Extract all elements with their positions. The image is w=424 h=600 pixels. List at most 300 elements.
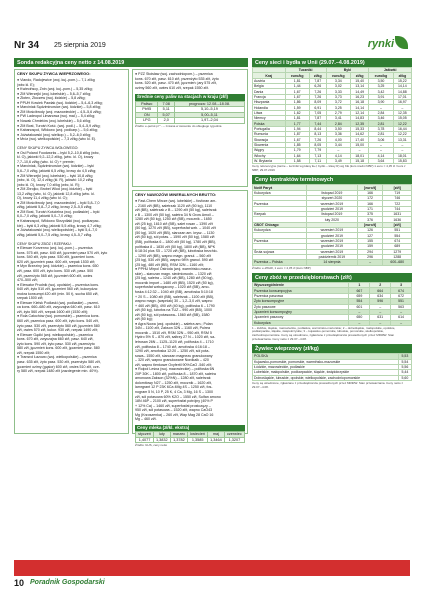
table-cell: 126: [357, 228, 383, 233]
table-cell: 650: [349, 315, 370, 320]
table-cell: 659: [349, 293, 370, 298]
table-cell: 719: [383, 190, 412, 195]
livestock-note: Ceny są uśrednione, zgłaszane z przedsiębiorstw prowadzonych przez MRiRW. Stan przetwarzania. Ceny netto z 29.07.–4.08.: [252, 380, 404, 389]
table-cell: –: [349, 309, 370, 314]
left-column: [14, 58, 248, 448]
table-cell: 1279: [383, 249, 412, 254]
table-row: [253, 320, 412, 325]
page-header: [14, 40, 410, 54]
table-cell: 127: [357, 233, 383, 238]
box2b-title: CENY NAWOZÓW MINERALNYCH BRUTTO:: [135, 192, 217, 197]
table-cell: 17,01: [393, 94, 411, 99]
table-cell: Wyszczególnienie: [253, 283, 349, 288]
table-cell: 166: [357, 190, 383, 195]
fuel-table-title: Średnie ceny paliw na stacjach w kraju (zł/l): [135, 94, 245, 101]
table-cell: 14,88: [393, 89, 411, 94]
table-row: [253, 260, 412, 265]
text-line: (BB), polifoska 6 – 1800 zł/t (50 kg), 1780 zł/t (BB),: [135, 239, 216, 244]
table-cell: 551: [383, 228, 412, 233]
text-line: 1290 zł/t, amofoska 12:20 – 1250 zł/t, sól pota-: [135, 349, 210, 354]
table-cell: 4,00: [326, 137, 350, 142]
text-line: 660 zł/t, pszenica pasz. 600 zł/t, żyto kons. 540 zł/t,: [17, 319, 99, 324]
table-cell: 1,94: [285, 126, 309, 131]
table-cell: 18,01: [351, 153, 369, 158]
table-cell: 1,86: [285, 100, 309, 105]
table-cell: Austria: [253, 78, 286, 83]
table-cell: CBOT Chicago: [253, 222, 307, 227]
table-cell: 1,81: [285, 116, 309, 121]
text-line: CENY SKUPU ŻYWCA WOŁOWEGO:: [17, 146, 79, 151]
table-cell: Pszenica konsumpcyjna: [253, 288, 349, 293]
table-cell: [euro/t]: [357, 185, 383, 190]
text-line: ● ZM Zbrojko, Brobel Wlod (woj. łódzkie) – byki: [17, 187, 93, 192]
table-cell: 1,64: [285, 153, 309, 158]
text-line: ● PW Ladeopol Limanowa (woj. mał.) – 5,4 zł/kg;: [17, 114, 96, 119]
text-line: (wbc kl. O), krowy 7,0 zł/kg (wbc, kl. R);: [17, 182, 80, 187]
text-line: 7,7–10,6 zł/kg (wbc. kl. O) + premie;: [17, 159, 75, 164]
table-cell: 296: [357, 254, 383, 259]
table-cell: 2,79: [326, 110, 350, 115]
milk-value: 1,3832: [154, 437, 171, 443]
fuel-header: prognoza: 12.08.–18.08.: [174, 101, 244, 107]
table-cell: 13,14: [351, 84, 369, 89]
text-line: Mg (Krzoszenka) – 260 zł/t, Wap Mag 28 CaO 16: [135, 412, 214, 417]
table-cell: 172: [357, 196, 383, 201]
table-cell: 8,09: [309, 100, 326, 105]
text-line: ca kons. 660–680 zł/t, zwyczajna 640 zł/t, pasz. 610: [17, 305, 100, 310]
text-line: Mg – 460 zł/t.: [135, 417, 157, 422]
table-cell: Belgia: [253, 84, 286, 89]
table-cell: –: [326, 148, 350, 153]
table-cell: Dolnośląskie, lubuskie, opolskie, wielkopolskie, zachodniopomorskie: [253, 375, 399, 380]
table-cell: 12,22: [393, 132, 411, 137]
text-line: ● Osi Poland Foodworks – byki 5,2–10,8 zł/kg (wbc,: [17, 150, 100, 155]
table-cell: Kukurydza: [253, 190, 307, 195]
table-cell: 15,33: [351, 126, 369, 131]
text-line: zł/t (50 kg), lubofos na TUZ – 990 zł/t (BB), 1000: [135, 308, 213, 313]
rynki-logo: rynki: [367, 38, 394, 50]
right-column: [252, 58, 412, 389]
table-cell: 672: [391, 293, 412, 298]
text-line: Hydro 5% S – 870 zł/t, saltrzy 27 N – 1020 zł/t, sa-: [135, 335, 216, 340]
fuel-header: 7.08: [158, 101, 174, 107]
milk-header: maj: [208, 432, 225, 438]
table-cell: 674: [391, 288, 412, 293]
text-line: (50 kg), 1020 zł/t (BB), siarczan am. krysz. – 1130: [135, 230, 215, 235]
table-cell: –: [369, 105, 393, 110]
table-cell: 16,97: [393, 100, 411, 105]
table-cell: Hiszpania: [253, 100, 286, 105]
table-cell: euro/kg: [285, 73, 309, 78]
table-cell: 600–680: [383, 260, 412, 265]
milk-value: 1,4077: [136, 437, 154, 443]
text-line: (wbc, kl. O), 12,4 zł/kg (kl. R), jałówki: 10,2 zł/kg: [17, 178, 94, 183]
table-cell: Pszenica paszowa: [253, 293, 349, 298]
text-line: ● ZM Mościbrody (woj. mazowieckie) – byki 5,8–7,0: [17, 200, 100, 205]
text-line: zł/t, rzepak 1550 zł/t;: [17, 350, 50, 355]
table-cell: euro/kg: [326, 73, 350, 78]
table-cell: 551: [391, 299, 412, 304]
table-cell: –: [370, 309, 391, 314]
text-line: wapno magn. (wapniak) 30 – 1,2–3,0 zł/t, wapno: [135, 299, 213, 304]
table-cell: 1636: [383, 217, 412, 222]
table-cell: 5,53: [398, 354, 411, 359]
table-cell: Łódzkie, mazowieckie, podlaskie: [253, 364, 399, 369]
text-line: mocznik – 1510 zł/t, RSM 32N – 950 zł/t, RSM 5: [135, 330, 212, 335]
table-cell: 664: [370, 288, 391, 293]
fuel-cell: 5,10–5,19: [174, 107, 244, 113]
table-cell: 13,31: [393, 137, 411, 142]
table-cell: 8,13: [309, 132, 326, 137]
milk-header: czerwiec: [224, 432, 244, 438]
table-cell: [euro/t]: [357, 222, 383, 227]
table-cell: 15,40: [351, 78, 369, 83]
table-cell: 171: [357, 206, 383, 211]
table-cell: wrzesień 2019: [307, 249, 358, 254]
table-cell: 17,40: [351, 137, 369, 142]
table-cell: Rzepak: [253, 212, 307, 217]
table-cell: Żyto paszowe: [253, 304, 349, 309]
milk-header: kwiecień: [188, 432, 208, 438]
text-line: ● Jóźwiakowski (woj. wielkopolskie) – byki 5,4–7,0: [17, 228, 98, 233]
text-line: 6,0–7,0 zł/kg, jałówki 5,0–7,0 zł/kg;: [17, 214, 73, 219]
text-line: zł/t (50 kg), sól potas. – 1590 zł/t (50 kg), 1580 zł/t: [135, 235, 215, 240]
table-cell: 7,44: [309, 121, 326, 126]
text-line: mocznik import – 1480 zł/t (BB), 1520 zł/t (50 kg),: [135, 280, 214, 285]
text-line: zł/t, żyto 560 zł/t, rzepak 1600 zł/t (1530 zł/t);: [17, 309, 89, 314]
table-cell: 14,83: [351, 116, 369, 121]
table-cell: 3,91: [369, 94, 393, 99]
price-box-2b: [132, 190, 248, 448]
text-line: 620 zł/t, jęczmień pasz. 600 zł/t, rzepak 1530 zł/t;: [17, 259, 96, 264]
milk-value: 1,3585: [188, 437, 208, 443]
text-line: ● Viando, Radojewice (woj. kuj.-pom.) – 7,1 zł/kg: [17, 78, 95, 83]
text-line: (50 kg), 1270 zł/t (BB), superfosfat wzb. – 1040 zł/t: [135, 226, 216, 231]
table-cell: 1: [349, 283, 370, 288]
section-title: Sonda redakcyjna ceny netto z 14.08.2019: [14, 58, 248, 67]
text-line: sowa– 1550 zł/t, siarczan magnezu granulowany: [135, 353, 213, 358]
table-cell: grudzień 2019: [307, 206, 358, 211]
text-line: ● Agra Nowa (woj. opolskie) – saletra am.; Pulan: [135, 321, 213, 326]
table-cell: Kukurydza: [253, 228, 307, 233]
table-cell: 14,14: [351, 105, 369, 110]
table-cell: Rumunia: [253, 132, 286, 137]
ad-banner: [14, 560, 410, 576]
table-cell: 2,84: [369, 110, 393, 115]
table-cell: grudzień 2019: [307, 233, 358, 238]
table-cell: grudzień 2019: [307, 244, 358, 249]
text-line: amonowa Zakson (32%N) – 1280 zł/t, saletrzak: [135, 376, 211, 381]
box2b-lines: [135, 199, 245, 422]
text-line: zł/t, sól potasowa 60% K2O – 1550 zł/t, Sulfan amono: [135, 394, 221, 399]
table-cell: Słowenia: [253, 142, 286, 147]
text-line: zł/kg, jałówki 5,0–7,5 zł/kg, krowy 4,5–5,7 zł/kg.: [17, 232, 93, 237]
table-row: [253, 375, 412, 380]
table-cell: 159: [357, 244, 383, 249]
text-line: CENY SKUPU ZBÓŻ I RZEPAKU:: [17, 241, 72, 246]
fuel-cell: 2,0: [158, 118, 174, 124]
table-cell: luty 2020: [307, 217, 358, 222]
text-line: zł/t, polifoska 8 – 1740 zł/t, amofoska 4:16:18 –: [135, 344, 210, 349]
text-line: ● ZM Mościbrody (woj. mazowieckie) – 4,5–5,6 zł/kg;: [17, 109, 102, 114]
table-cell: 7,79: [309, 148, 326, 153]
text-line: ● Transrol Łazowo (woj. wielkopolskie) – pszenica: [17, 355, 97, 360]
table-cell: W. Brytania: [253, 158, 286, 163]
table-row: [253, 158, 412, 163]
text-line: + 12% Ca) – 1460 zł/t, superfosfat prostozęzy –: [135, 403, 211, 408]
table-cell: zł/kg: [393, 73, 411, 78]
text-line: ● Fast-Chem Mircze (woj. lubelskie) – fosforan am-: [135, 199, 217, 204]
table-cell: 7,26: [309, 89, 326, 94]
table-cell: 12,22: [393, 121, 411, 126]
milk-header: marzec: [170, 432, 188, 438]
text-line: (25 kg), 480 zł/t (BB), RSM 32N – 1160 zł/t;: [135, 262, 204, 267]
table-cell: 375: [357, 212, 383, 217]
text-line: ● Rolpol Leśna (woj. mazowieckie) – polifoska 6N: [135, 367, 215, 372]
issue-date: 25 sierpnia 2019: [54, 42, 106, 49]
text-line: (25 kg), 530 zł/t (BB), wapno 98% granul. 590 zł/t: [135, 258, 214, 263]
table-cell: Litwa: [253, 110, 286, 115]
table-cell: 14,62: [351, 132, 369, 137]
text-line: ● Myn Brzeziny (woj. łódzkie) – pszenica kons. 650: [17, 264, 99, 269]
table-cell: 3,78: [369, 126, 393, 131]
text-line: 950 zł/t, sól potasowa – 1520 zł/t, wapno CaO43: [135, 408, 213, 413]
text-line: – 1290 zł/t (BB), wapno magn. granul. – 560 zł/t: [135, 253, 211, 258]
table-cell: 601: [349, 304, 370, 309]
milk-note: Źródło: GUS, ceny netto: [135, 443, 168, 448]
text-line: ● Rola Całochów (woj. pomorskie) – pszenica kons.: [17, 314, 100, 319]
text-line: ● PPUH Kowiek Pawlak (woj. łódzkie) – 5,4–6,3 zł/kg;: [17, 100, 103, 105]
text-line: kons. 670 zł/t, pasz. 610 zł/t, pszenżyto 535 zł/t, żyto: [135, 76, 219, 81]
table-cell: Kujawsko-pomorskie, pomorskie, warmińsko-mazurskie: [253, 359, 399, 364]
contracts-table: [252, 184, 412, 265]
table-cell: POLSKA: [253, 354, 399, 359]
table-cell: –: [369, 142, 393, 147]
text-line: ● Nowak Chmielów (woj. lubelskie) – 5,6 zł/kg;: [17, 118, 92, 123]
text-line: żyto kons. 590 zł/t, żyto pasz. 530 zł/t, pszenżyto: [17, 341, 95, 346]
table-cell: 596: [370, 299, 391, 304]
text-line: zł/t, pasz. 600 zł/t, żyto kons. 530 zł/t, pasz. 500: [17, 269, 94, 274]
table-cell: 1,87: [285, 132, 309, 137]
table-cell: styczeń 2020: [307, 196, 358, 201]
eu-prices-table: [252, 67, 412, 164]
table-cell: 6,26: [309, 84, 326, 89]
text-line: ● PPHU Mirpol Ostróda (woj. warmińsko-mazur-: [135, 267, 212, 272]
table-cell: 12,14: [351, 110, 369, 115]
table-cell: 5,44: [398, 370, 411, 375]
milk-value: 1,3464: [208, 437, 225, 443]
table-cell: 1,67: [285, 137, 309, 142]
table-cell: Notif Paryż: [253, 185, 307, 190]
text-line: superfosfat wzbogacony – 1020 zł/t (BB), amo-: [135, 285, 210, 290]
fuel-cell: 5,07: [158, 112, 174, 118]
text-line: 34N – 1100 zł/t, Zakson 32N – 1160 zł/t, Pulrea: [135, 326, 210, 331]
brand-logo: Poradnik Gospodarski: [30, 579, 105, 586]
text-line: nogram 5 N, 10 P, 25 K, 4 Ca, 3 Mg, 16 S – 1300: [135, 390, 214, 395]
table-cell: Polska: [253, 121, 286, 126]
table-cell: Słowacja: [253, 137, 286, 142]
table-cell: 1,59: [285, 105, 309, 110]
table-cell: zł/kg: [351, 73, 369, 78]
table-cell: 7,13: [309, 153, 326, 158]
table-cell: Tuczniki: [285, 68, 326, 73]
text-line: ● PZZ Stoisław (woj. zachodniopom.) – pszenica: [135, 72, 213, 76]
fuel-note: Źródło: e-petrol.pl * ‑ – zmiana w stosunku do ubiegłego tygodnia: [135, 123, 222, 128]
text-line: kons. 540 zł/t, żyto pasz. 530 zł/t, jęczmień kons.: [17, 255, 95, 260]
leaf-icon: [395, 36, 408, 49]
text-line: skie) – siarczan magn. siedmiowodn. – 1320 zł/t: [135, 271, 212, 276]
grain-table: [252, 282, 412, 326]
table-cell: 14,14: [393, 84, 411, 89]
table-cell: listopad 2019: [307, 212, 358, 217]
table-cell: Dania: [253, 89, 286, 94]
table-cell: –: [349, 320, 370, 325]
table-cell: 1,81: [285, 78, 309, 83]
table-cell: Kukurydza: [253, 320, 349, 325]
table-cell: 3,72: [326, 100, 350, 105]
table-cell: 2,81: [369, 132, 393, 137]
table-cell: 554: [349, 299, 370, 304]
table-cell: Niemcy: [253, 116, 286, 121]
text-line: ● Kabanospol, Wildowo Skrzydlaki (woj. podkarpac-: [17, 219, 100, 223]
text-line: zł/t, pszenżyto 565 zł/t, jęczmień 600 zł/t, owies: [17, 273, 93, 278]
table-cell: –: [393, 148, 411, 153]
table-cell: Francja: [253, 94, 286, 99]
page-footer: [14, 578, 410, 590]
price-box-1: [14, 69, 129, 434]
fuel-header: Paliwo: [136, 101, 158, 107]
table-cell: 7,26: [309, 137, 326, 142]
table-cell: 16,23: [351, 94, 369, 99]
table-cell: –: [391, 320, 412, 325]
text-line: 470–500 zł/t;: [17, 278, 38, 283]
fuel-cell: 1,97–2,04: [174, 118, 244, 124]
table-cell: 667: [349, 288, 370, 293]
text-line: polifoska 8 – 1830 zł/t (50 kg), 1800 zł/t (BB), NPK: [135, 244, 216, 249]
fuel-cell: ON: [136, 112, 158, 118]
table-cell: Lubelskie, małopolskie, podkarpackie, śląskie, świętokrzyskie: [253, 370, 399, 375]
table-cell: 3,33: [326, 89, 350, 94]
table-cell: –: [351, 148, 369, 153]
table-cell: 1,58: [285, 158, 309, 163]
text-line: zł/t (50 kg);: [135, 317, 153, 322]
text-line: 640 zł/t, żyto 510 zł/t, jęczmień 560 zł/t, kukurydza:: [17, 287, 98, 292]
table-cell: 3,36: [326, 132, 350, 137]
text-line: ● Marciniak, Sędziminowice (woj. łódzkie) – byki: [17, 164, 94, 169]
table-cell: 12,35: [393, 110, 411, 115]
table-cell: 3,25: [326, 105, 350, 110]
table-cell: 7,87: [309, 78, 326, 83]
table-cell: wrzesień 2019: [307, 228, 358, 233]
table-cell: 722: [383, 201, 412, 206]
table-cell: 3,90: [369, 100, 393, 105]
text-line: + 20 S – 1080 zł/t (BB), saletrzak – 1100 zł/t (BB),: [135, 294, 215, 299]
table-cell: 3: [391, 283, 412, 288]
milk-value: 1,3207: [224, 437, 244, 443]
table-cell: 1,62: [285, 110, 309, 115]
table-cell: 3,34: [326, 78, 350, 83]
text-line: kons. 670 zł/t, zwyczajna 660 zł/t, pasz. 640 zł/t,: [17, 337, 94, 342]
text-line: ozimy 560 zł/t, owies 610 zł/t, rzepak 1550 zł/t.: [135, 85, 210, 90]
milk-header: luty: [154, 432, 171, 438]
text-line: ● Elewarr Kielsk Podlaski (woj. podlaskie) – pszeni-: [17, 300, 100, 305]
grain-note: 1 – łódzkie, śląskie, mazowieckie, podlaskie, warmińsko-mazurskie; 2 – dolnośląskie, małopolskie, opolskie, podkarpackie, śląskie, świętokrzyskie; 3 – kujawsko-pomorskie, lubuskie, pomorskie, wielkopolskie, zachodniopomorskie. Ceny są uśrednione, zgłaszane z przedsiębiorstw prowadzonych przez MRiRW. Stan przetwarzania. Ceny netto z 29.07.–4.08.: [252, 325, 396, 341]
text-line: 5,6–7,0 zł/kg, jałówki 6,5 zł/kg, krowy do 4,5 zł/kg;: [17, 168, 97, 173]
text-line: ● ZM Wierzejki (woj. lubelskie) – byki 10,8 zł/kg: [17, 173, 93, 178]
table-cell: 7,26: [309, 94, 326, 99]
table-cell: 2,81: [369, 121, 393, 126]
contracts-title: Ceny kontraktów terminowych: [252, 175, 412, 184]
table-cell: 554: [383, 233, 412, 238]
box2a-lines: [135, 72, 245, 90]
table-cell: Byki: [326, 68, 369, 73]
table-cell: zł/kg: [309, 73, 326, 78]
table-cell: 7,87: [309, 116, 326, 121]
table-cell: –: [393, 105, 411, 110]
text-line: O), krowy 11,4 zł/kg (wbc kl. O);: [17, 196, 68, 201]
milk-table-title: Ceny mleka (zł/kl. ekstra): [135, 425, 245, 432]
table-cell: 1,44: [285, 84, 309, 89]
text-line: ● Mróz (woj. wielkopolskie) – 7,3 zł/kg (wbc kl. E).: [17, 137, 97, 142]
text-line: kons. 575 zł/t, pasz. 640 zł/t, jęczmień pasz 570 zł/t, żyto: [17, 250, 108, 255]
table-cell: Jęczmień paszowy: [253, 315, 349, 320]
table-cell: 3,42: [369, 89, 393, 94]
table-cell: 3,73: [326, 94, 350, 99]
table-cell: 15,05: [393, 116, 411, 121]
table-cell: –: [370, 304, 391, 309]
text-line: zł/t, owies 570 zł/t, kukur. 930 zł/t, rzepak 1490 zł/t;: [17, 328, 98, 333]
table-cell: 3,25: [369, 84, 393, 89]
text-line: ● Elewator Prudnik (woj. opolskie) – pszenica kons.: [17, 282, 100, 287]
fuel-table: [135, 101, 245, 124]
table-cell: 3,46: [369, 116, 393, 121]
text-line: ● Złotex, Złoczew (woj. łódzkie) – 5,8 zł/kg;: [17, 96, 86, 101]
table-cell: euro/kg: [369, 73, 393, 78]
text-line: 580 zł/t, jęczmień kons. 600 zł/t, jęczmień pasz. 580: [17, 346, 100, 351]
table-cell: Śruta sojowa: [253, 249, 307, 254]
table-cell: –: [357, 260, 383, 265]
text-line: kl. O), jałówki 9,2–12,2 zł/kg, (wbc. kl. O), krowy: [17, 155, 94, 160]
text-line: 1280 zł/t (50 kg), 1250 zł/t (BB), mocznik – 1650: [135, 217, 212, 222]
issue-number: Nr 34: [14, 40, 40, 51]
milk-value: 1,3782: [170, 437, 188, 443]
text-line: ● ZM Bost, Turośń Kościelna (woj. podlaskie) – byki: [17, 209, 100, 214]
table-cell: wrzesień 2019: [307, 238, 358, 243]
table-cell: 18,01: [393, 153, 411, 158]
text-line: kons. 520 zł/t, pasz. 470 zł/t, jęczmień: jary 575 zł/t,: [135, 81, 217, 86]
table-cell: 15,22: [393, 78, 411, 83]
text-line: letrosan 26N – 1125–1120 zł/t, polifoska 4 – 1710: [135, 340, 214, 344]
table-cell: 12,35: [351, 121, 369, 126]
table-cell: 155: [357, 238, 383, 243]
text-line: – 320 zł/t, wapno granulowane Nordkalk – 420: [135, 358, 209, 363]
table-cell: 294: [357, 249, 383, 254]
text-line: mokra konsumpt 420 zł/t (min. 50 t), sucha 650 zł/t,: [17, 291, 99, 296]
text-line: – 2160 zł/t (BB), saletrzak 1120 zł/t (50 kg), 1110: [135, 203, 213, 208]
table-cell: 376: [357, 217, 383, 222]
text-line: (wbc kl. E);: [17, 82, 35, 87]
price-box-2a: [132, 69, 248, 187]
box1-lines: [17, 78, 126, 374]
table-cell: Pszenica: [253, 238, 307, 243]
text-line: ● Elewarr Gądki (woj. wielkopolskie) – pszenica: [17, 332, 93, 337]
text-line: ● Elewarr Korzenno (woj. kuj.-pom.) – pszenica: [17, 246, 93, 251]
eu-note: Ceny referencyjne (tarcie – tuczniki wg klasy E+l; bydło – klasy R) wg KE (kurs średni NBP) 1 euro = 4,35 zł / kurs z NBP; 29.07.2019: [252, 164, 406, 172]
text-line: 6:18:34 plus S5 – 1720 zł/t (BB), lubofoska bezchlo-: [135, 249, 218, 254]
text-line: jęczmień ozimy (gąsior) 600 zł/t, owies 510 zł/t, cze-: [17, 364, 100, 369]
text-line: (25 kg), saletra – 1240 zł/t (BB), 1280 zł/t (50 kg),: [135, 276, 214, 281]
table-cell: listopad 2019: [307, 190, 358, 195]
